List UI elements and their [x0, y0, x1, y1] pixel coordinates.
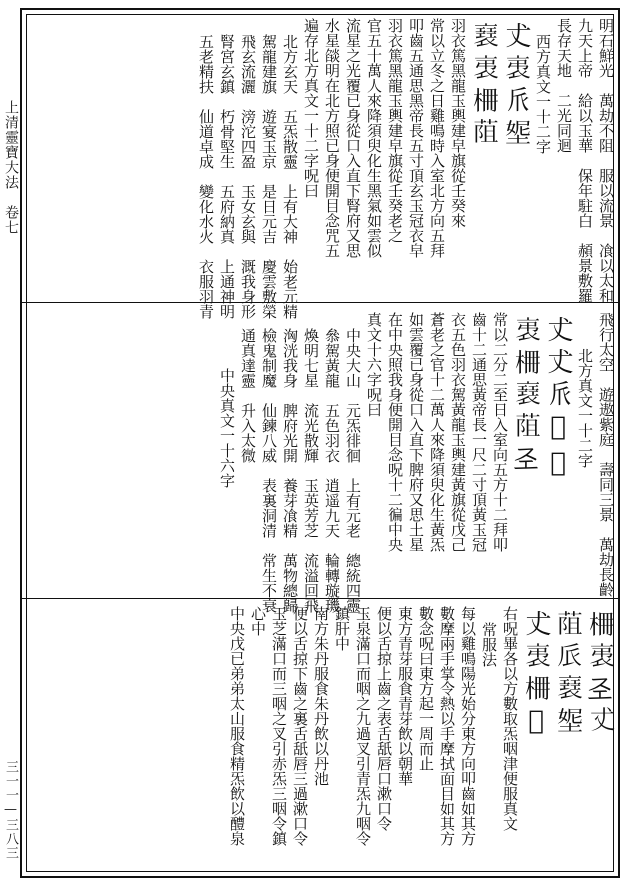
- text-column: 中央大山 元炁徘徊 上有元老 總統四靈: [344, 328, 362, 613]
- text-column: 數摩兩手掌令熱以手摩拭面目如其方: [438, 606, 456, 846]
- talisman-glyph-column: 𦯓𠂢𧝑𡌰: [553, 610, 583, 738]
- panel-top: [24, 14, 616, 319]
- text-column: 明石鮮光 萬劫不阻 服以流景 飡以太和: [597, 18, 615, 303]
- text-column: 叩齒五通思黑帝長五寸頂玄玉冠衣皁: [407, 18, 425, 258]
- text-column: 五老精扶 仙道卓成 變化水火 衣服羽青: [197, 34, 215, 319]
- text-column: 飛行太空 遊遨紫庭 壽同三景 萬劫長齡: [597, 312, 615, 597]
- text-column: 長存天地 二光同迴: [555, 18, 573, 153]
- text-column: 北方玄天 五炁散靈 上有大神 始老元精: [281, 34, 299, 319]
- panel-middle-columns: [24, 308, 616, 613]
- text-column: 齒十二通思黃帝長一尺二寸頂黃玉冠: [470, 312, 488, 552]
- text-column: 中央戊已弟弟太山服食精炁飲以醴泉: [228, 606, 246, 846]
- panel-middle: [24, 308, 616, 613]
- text-column: 在中央照我身便開目念呪十二徧中央: [386, 312, 404, 552]
- panel-top-columns: [24, 14, 616, 319]
- text-column: 衣五色羽衣駕黃龍玉輿建黃旗從戊己: [449, 312, 467, 552]
- text-column: 常以二分二至日入室向五方十二拜叩: [491, 312, 509, 552]
- text-column: 煥明七星 流光散輝 玉英芳芝 流溢回飛: [302, 328, 320, 613]
- margin-page-number: 三一一—三八三: [3, 760, 18, 860]
- text-column: 如雲覆已身從口入直下脾府又思土星: [407, 312, 425, 552]
- text-column: 駕龍建旗 遊宴玉京 是日元吉 慶雲敷榮: [260, 34, 278, 319]
- text-column: 常服法: [480, 622, 498, 667]
- text-column: 真文十六字呪曰: [365, 312, 383, 417]
- talisman-glyph-column: 𧝑𧘨𣑭𦯓: [469, 22, 499, 150]
- text-column: 鎮肝中: [333, 606, 351, 651]
- text-column: 玉芝滿口而三咽之叉引赤炁三咽令鎮: [270, 606, 288, 846]
- text-column: 蒼老之官十二萬人來降須臾化生黃炁: [428, 312, 446, 552]
- text-column: 便以舌掠下齒之裏舌舐唇三過漱口令: [291, 606, 309, 846]
- text-column: 羽衣篤黑龍玉輿建皁旗從壬癸老之: [386, 18, 404, 243]
- page-margin: [0, 40, 20, 880]
- text-column: 東方青芽服食青芽飲以朝華: [396, 606, 414, 786]
- talisman-glyph-column: 𧘨𣑭𧝑𦯓𢀖: [511, 316, 541, 476]
- text-column: 通真達靈 升入太微: [239, 328, 257, 463]
- text-column: 中央真文一十六字: [218, 368, 236, 488]
- text-column: 便以舌掠上齒之表舌舐唇口漱口令: [375, 606, 393, 831]
- panel-bottom-columns: [24, 602, 616, 872]
- text-column: 流星之光覆已身從口入直下腎府又思: [344, 18, 362, 258]
- text-column: 北方真文一十二字: [576, 348, 594, 468]
- text-column: 檢鬼制魔 仙鍊八威 表裏洞清 常生不衰: [260, 328, 278, 613]
- talisman-glyph-column: 𣑭𧘨𢀖𠀋: [585, 610, 615, 738]
- panel-bottom: [24, 602, 616, 872]
- text-column: 水星燄明在北方照已身便開目念咒五: [323, 18, 341, 258]
- text-column: 西方真文一十二字: [534, 34, 552, 154]
- text-column: 飛玄流灑 滂沱四盈 玉女玄與 溉我身形: [239, 34, 257, 319]
- text-column: 洶洸我身 脾府光開 養芽飡精 萬物總歸: [281, 328, 299, 613]
- text-column: 叅駕黃龍 五色羽衣 逍遥九天 輪轉璇璣: [323, 328, 341, 613]
- text-column: 玉泉滿口而咽之九過叉引青炁九咽令: [354, 606, 372, 846]
- text-column: 南方朱丹服食朱丹飲以丹池: [312, 606, 330, 786]
- text-column: 羽衣篤黑龍玉輿建皁旗從壬癸來: [449, 18, 467, 228]
- text-column: 腎宮玄鎮 朽骨堅生 五府納真 上通神明: [218, 34, 236, 319]
- text-column: 心中: [249, 606, 267, 636]
- text-column: 遍存北方真文一十二字呪曰: [302, 18, 320, 198]
- text-column: 常以立冬之日雞鳴時入室北方向五拜: [428, 18, 446, 258]
- talisman-glyph-column: 𠀋𠀋𠂢𦵀𡌰: [543, 316, 573, 484]
- panel-divider-top: [22, 302, 618, 303]
- talisman-glyph-column: 𠀋𧘨𣑭𦵀: [521, 610, 551, 742]
- text-column: 每以雞鳴陽光始分東方向叩齒如其方: [459, 606, 477, 846]
- talisman-glyph-column: 𠀋𧘨𠂢𡌰: [501, 22, 531, 150]
- text-column: 數念呪曰東方起一周而止: [417, 606, 435, 771]
- text-column: 九天上帝 給以玉華 保年駐白 頳景敷羅: [576, 18, 594, 303]
- text-column: 官五十萬人來降須臾化生黑氣如雲似: [365, 18, 383, 258]
- text-column: 右呪畢各以方數取炁咽津便服真文: [501, 606, 519, 831]
- margin-title: 上清靈寶大法 卷七: [3, 100, 19, 235]
